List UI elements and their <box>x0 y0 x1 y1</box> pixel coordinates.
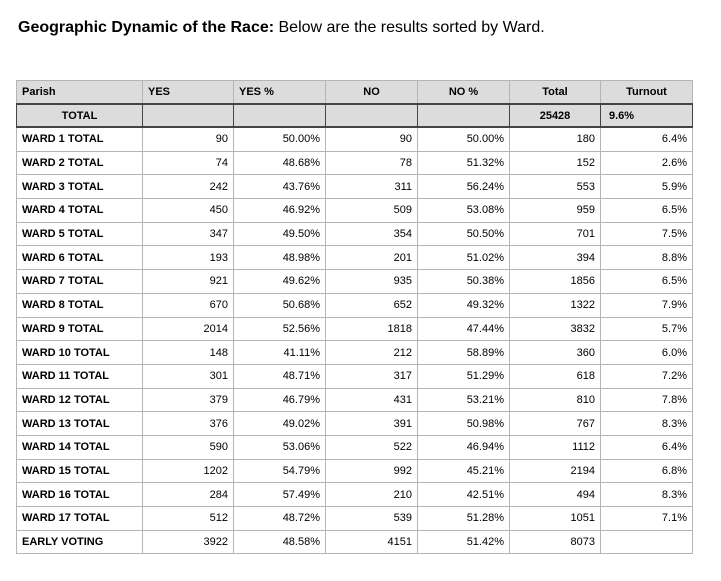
results-table <box>16 80 693 554</box>
cell-yes-pct: 50.68% <box>234 293 326 317</box>
cell-parish: EARLY VOTING <box>17 530 143 554</box>
summary-yes-pct-cell <box>234 104 326 127</box>
cell-no: 935 <box>326 270 418 294</box>
summary-row <box>17 104 693 127</box>
cell-yes-pct: 52.56% <box>234 317 326 341</box>
table-row <box>17 530 693 554</box>
cell-total: 553 <box>510 175 601 199</box>
col-header-yes: YES <box>143 81 234 105</box>
cell-turnout: 6.4% <box>601 435 693 459</box>
cell-turnout: 6.5% <box>601 270 693 294</box>
cell-turnout <box>601 530 693 554</box>
cell-no-pct: 51.42% <box>418 530 510 554</box>
cell-yes-pct: 48.68% <box>234 151 326 175</box>
summary-total: 25428 <box>510 104 601 127</box>
page-heading <box>18 19 545 37</box>
cell-no-pct: 49.32% <box>418 293 510 317</box>
table-row <box>17 412 693 436</box>
cell-total: 394 <box>510 246 601 270</box>
cell-yes: 670 <box>143 293 234 317</box>
cell-turnout: 8.8% <box>601 246 693 270</box>
summary-no-cell <box>326 104 418 127</box>
table-row <box>17 270 693 294</box>
cell-yes-pct: 49.02% <box>234 412 326 436</box>
cell-yes-pct: 46.79% <box>234 388 326 412</box>
cell-yes: 512 <box>143 507 234 531</box>
cell-parish: WARD 6 TOTAL <box>17 246 143 270</box>
cell-no-pct: 51.32% <box>418 151 510 175</box>
cell-no-pct: 50.38% <box>418 270 510 294</box>
cell-yes-pct: 49.50% <box>234 222 326 246</box>
cell-no: 78 <box>326 151 418 175</box>
table-row <box>17 127 693 151</box>
cell-no-pct: 50.00% <box>418 127 510 151</box>
cell-yes: 590 <box>143 435 234 459</box>
cell-total: 1856 <box>510 270 601 294</box>
cell-parish: WARD 9 TOTAL <box>17 317 143 341</box>
cell-no: 4151 <box>326 530 418 554</box>
cell-yes-pct: 48.72% <box>234 507 326 531</box>
cell-parish: WARD 7 TOTAL <box>17 270 143 294</box>
cell-turnout: 7.1% <box>601 507 693 531</box>
cell-no: 90 <box>326 127 418 151</box>
cell-no-pct: 45.21% <box>418 459 510 483</box>
cell-yes: 450 <box>143 199 234 223</box>
cell-no: 212 <box>326 341 418 365</box>
cell-turnout: 7.5% <box>601 222 693 246</box>
heading-bold: Geographic Dynamic of the Race: <box>18 19 275 36</box>
cell-yes: 1202 <box>143 459 234 483</box>
table-row <box>17 459 693 483</box>
cell-yes-pct: 53.06% <box>234 435 326 459</box>
cell-yes: 3922 <box>143 530 234 554</box>
cell-total: 1322 <box>510 293 601 317</box>
cell-no: 522 <box>326 435 418 459</box>
cell-total: 494 <box>510 483 601 507</box>
cell-total: 8073 <box>510 530 601 554</box>
table-row <box>17 151 693 175</box>
cell-parish: WARD 16 TOTAL <box>17 483 143 507</box>
cell-parish: WARD 11 TOTAL <box>17 364 143 388</box>
cell-yes: 379 <box>143 388 234 412</box>
cell-total: 2194 <box>510 459 601 483</box>
cell-no: 317 <box>326 364 418 388</box>
cell-no: 210 <box>326 483 418 507</box>
table-row <box>17 341 693 365</box>
cell-turnout: 6.8% <box>601 459 693 483</box>
col-header-parish: Parish <box>17 81 143 105</box>
cell-turnout: 6.5% <box>601 199 693 223</box>
cell-yes-pct: 46.92% <box>234 199 326 223</box>
cell-parish: WARD 3 TOTAL <box>17 175 143 199</box>
cell-turnout: 8.3% <box>601 412 693 436</box>
cell-yes-pct: 48.58% <box>234 530 326 554</box>
cell-turnout: 8.3% <box>601 483 693 507</box>
cell-parish: WARD 8 TOTAL <box>17 293 143 317</box>
cell-no: 539 <box>326 507 418 531</box>
table-row <box>17 483 693 507</box>
cell-total: 701 <box>510 222 601 246</box>
cell-no-pct: 53.21% <box>418 388 510 412</box>
cell-yes-pct: 50.00% <box>234 127 326 151</box>
cell-parish: WARD 2 TOTAL <box>17 151 143 175</box>
table-row <box>17 175 693 199</box>
cell-no: 201 <box>326 246 418 270</box>
col-header-no-pct: NO % <box>418 81 510 105</box>
cell-parish: WARD 13 TOTAL <box>17 412 143 436</box>
table-row <box>17 293 693 317</box>
cell-no: 431 <box>326 388 418 412</box>
cell-total: 1051 <box>510 507 601 531</box>
cell-yes-pct: 43.76% <box>234 175 326 199</box>
cell-parish: WARD 4 TOTAL <box>17 199 143 223</box>
table-row <box>17 435 693 459</box>
cell-turnout: 5.9% <box>601 175 693 199</box>
cell-no: 354 <box>326 222 418 246</box>
cell-yes: 90 <box>143 127 234 151</box>
cell-total: 152 <box>510 151 601 175</box>
cell-turnout: 6.0% <box>601 341 693 365</box>
cell-turnout: 7.2% <box>601 364 693 388</box>
cell-total: 1112 <box>510 435 601 459</box>
cell-turnout: 2.6% <box>601 151 693 175</box>
cell-parish: WARD 17 TOTAL <box>17 507 143 531</box>
cell-total: 767 <box>510 412 601 436</box>
cell-no-pct: 58.89% <box>418 341 510 365</box>
cell-yes: 347 <box>143 222 234 246</box>
cell-yes: 301 <box>143 364 234 388</box>
table-row <box>17 364 693 388</box>
cell-parish: WARD 10 TOTAL <box>17 341 143 365</box>
cell-total: 959 <box>510 199 601 223</box>
cell-no-pct: 51.29% <box>418 364 510 388</box>
cell-no-pct: 50.50% <box>418 222 510 246</box>
cell-yes: 74 <box>143 151 234 175</box>
heading-rest: Below are the results sorted by Ward. <box>274 19 545 36</box>
cell-total: 810 <box>510 388 601 412</box>
cell-yes-pct: 48.71% <box>234 364 326 388</box>
cell-no-pct: 56.24% <box>418 175 510 199</box>
summary-yes-cell <box>143 104 234 127</box>
cell-parish: WARD 5 TOTAL <box>17 222 143 246</box>
cell-no-pct: 42.51% <box>418 483 510 507</box>
cell-no: 992 <box>326 459 418 483</box>
cell-yes-pct: 57.49% <box>234 483 326 507</box>
summary-turnout: 9.6% <box>601 104 693 127</box>
cell-yes: 242 <box>143 175 234 199</box>
table-row <box>17 246 693 270</box>
cell-parish: WARD 14 TOTAL <box>17 435 143 459</box>
cell-no-pct: 50.98% <box>418 412 510 436</box>
cell-no: 1818 <box>326 317 418 341</box>
cell-yes-pct: 41.11% <box>234 341 326 365</box>
col-header-yes-pct: YES % <box>234 81 326 105</box>
cell-turnout: 7.8% <box>601 388 693 412</box>
cell-parish: WARD 12 TOTAL <box>17 388 143 412</box>
cell-yes: 2014 <box>143 317 234 341</box>
summary-no-pct-cell <box>418 104 510 127</box>
cell-yes-pct: 48.98% <box>234 246 326 270</box>
cell-yes: 148 <box>143 341 234 365</box>
col-header-no: NO <box>326 81 418 105</box>
cell-yes-pct: 49.62% <box>234 270 326 294</box>
cell-no-pct: 46.94% <box>418 435 510 459</box>
cell-no: 391 <box>326 412 418 436</box>
cell-yes: 921 <box>143 270 234 294</box>
cell-turnout: 7.9% <box>601 293 693 317</box>
cell-no-pct: 53.08% <box>418 199 510 223</box>
cell-parish: WARD 15 TOTAL <box>17 459 143 483</box>
cell-no: 311 <box>326 175 418 199</box>
cell-total: 360 <box>510 341 601 365</box>
header-row <box>17 81 693 105</box>
cell-no: 652 <box>326 293 418 317</box>
table-row <box>17 222 693 246</box>
table-row <box>17 199 693 223</box>
cell-total: 3832 <box>510 317 601 341</box>
table-row <box>17 388 693 412</box>
col-header-turnout: Turnout <box>601 81 693 105</box>
cell-yes: 376 <box>143 412 234 436</box>
cell-no-pct: 47.44% <box>418 317 510 341</box>
cell-turnout: 6.4% <box>601 127 693 151</box>
table-row <box>17 317 693 341</box>
cell-yes: 193 <box>143 246 234 270</box>
cell-no-pct: 51.02% <box>418 246 510 270</box>
table-row <box>17 507 693 531</box>
cell-parish: WARD 1 TOTAL <box>17 127 143 151</box>
cell-no-pct: 51.28% <box>418 507 510 531</box>
cell-turnout: 5.7% <box>601 317 693 341</box>
cell-total: 180 <box>510 127 601 151</box>
cell-total: 618 <box>510 364 601 388</box>
cell-no: 509 <box>326 199 418 223</box>
cell-yes: 284 <box>143 483 234 507</box>
col-header-total: Total <box>510 81 601 105</box>
summary-label: TOTAL <box>17 104 143 127</box>
cell-yes-pct: 54.79% <box>234 459 326 483</box>
